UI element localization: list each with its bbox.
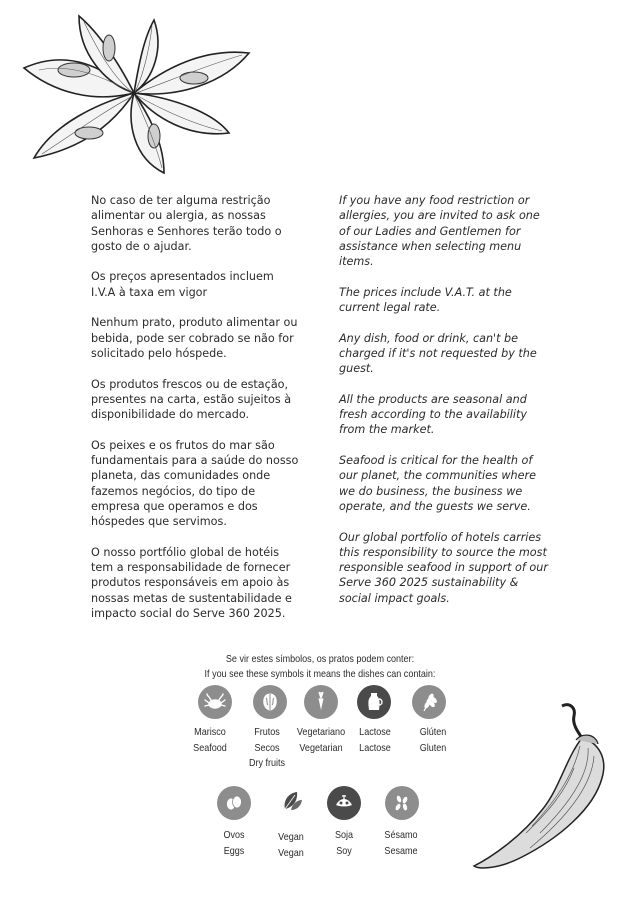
note-pt-seafood: Os peixes e os frutos do mar são fundamentais para a saúde do nosso planeta, das comunidades onde fazemos negócios, do tipo de empresa que operamos e dos hóspedes que servimos. [91,438,299,529]
label-eggs-pt: Ovos [223,829,245,841]
symbols-heading-en: If you see these symbols it means the dishes can contain: [204,668,436,680]
note-en-seafood: Seafood is critical for the health of our planet, the communities where we do business, the business we operate, and the guests we serve. [339,454,536,513]
label-gluten-pt: Glúten [419,726,447,738]
crab-icon [198,685,232,719]
notes-portuguese [91,193,301,637]
label-sesame-en: Sesame [384,844,418,857]
sesame-icon [385,786,419,820]
label-seafood-en: Seafood [193,741,227,754]
label-vegan-en: Vegan [278,846,304,859]
note-pt-allergy: No caso de ter alguma restrição alimentar ou alergia, as nossas Senhoras e Senhores terão todo o gosto de o ajudar. [91,194,282,253]
label-gluten-en: Gluten [419,741,447,754]
label-vegetarian-pt: Vegetariano [296,726,346,738]
label-lactose-en: Lactose [359,741,391,754]
label-gluten [399,725,468,756]
label-vegan-pt: Vegan [278,831,304,843]
label-soy-pt: Soja [334,829,354,841]
label-vegetarian-en: Vegetarian [299,741,343,754]
note-pt-vat: Os preços apresentados incluem I.V.A à taxa em vigor [91,270,274,299]
note-en-allergy: If you have any food restriction or allergies, you are invited to ask one of our Ladies and Gentlemen for assistance when selecting menu items. [339,194,540,269]
walnut-icon [253,685,287,719]
notes-english [339,193,551,621]
note-en-portfolio: Our global portfolio of hotels carries this responsibility to source the most responsible seafood in support of our Serve 360 2025 sustainability & social impact goals. [339,530,548,605]
chili-pepper-illustration [470,698,610,873]
carrot-icon [304,685,338,719]
star-anise-illustration [14,8,254,178]
label-dry-fruits-pt2: Secos [254,741,280,754]
label-dry-fruits-pt: Frutos [254,726,280,738]
note-pt-portfolio: O nosso portfólio global de hotéis tem a responsabilidade de fornecer produtos responsáveis em apoio às nossas metas de sustentabilidade e impacto social do Serve 360 2025. [91,545,292,621]
wheat-icon [412,685,446,719]
label-sesame [367,828,436,859]
note-en-charges: Any dish, food or drink, can't be charged if it's not requested by the guest. [339,331,537,376]
label-soy-en: Soy [336,844,352,857]
note-pt-seasonal: Os produtos frescos ou de estação, presentes na carta, estão sujeitos à disponibilidade do mercado. [91,377,292,422]
label-dry-fruits-en: Dry fruits [248,757,286,769]
note-en-seasonal: All the products are seasonal and fresh according to the availability from the market. [339,392,527,437]
soy-icon [327,786,361,820]
eggs-icon [217,786,251,820]
label-seafood-pt: Marisco [194,726,226,738]
label-lactose-pt: Lactose [359,726,391,738]
note-pt-charges: Nenhum prato, produto alimentar ou bebida, pode ser cobrado se não for solicitado pelo hóspede. [91,316,298,360]
note-en-vat: The prices include V.A.T. at the current legal rate. [339,285,512,315]
symbols-heading-pt: Se vir estes símbolos, os pratos podem conter: [225,653,415,665]
label-sesame-pt: Sésamo [384,829,418,841]
milk-jug-icon [357,685,391,719]
label-eggs-en: Eggs [223,844,245,857]
leaves-icon [275,784,309,818]
